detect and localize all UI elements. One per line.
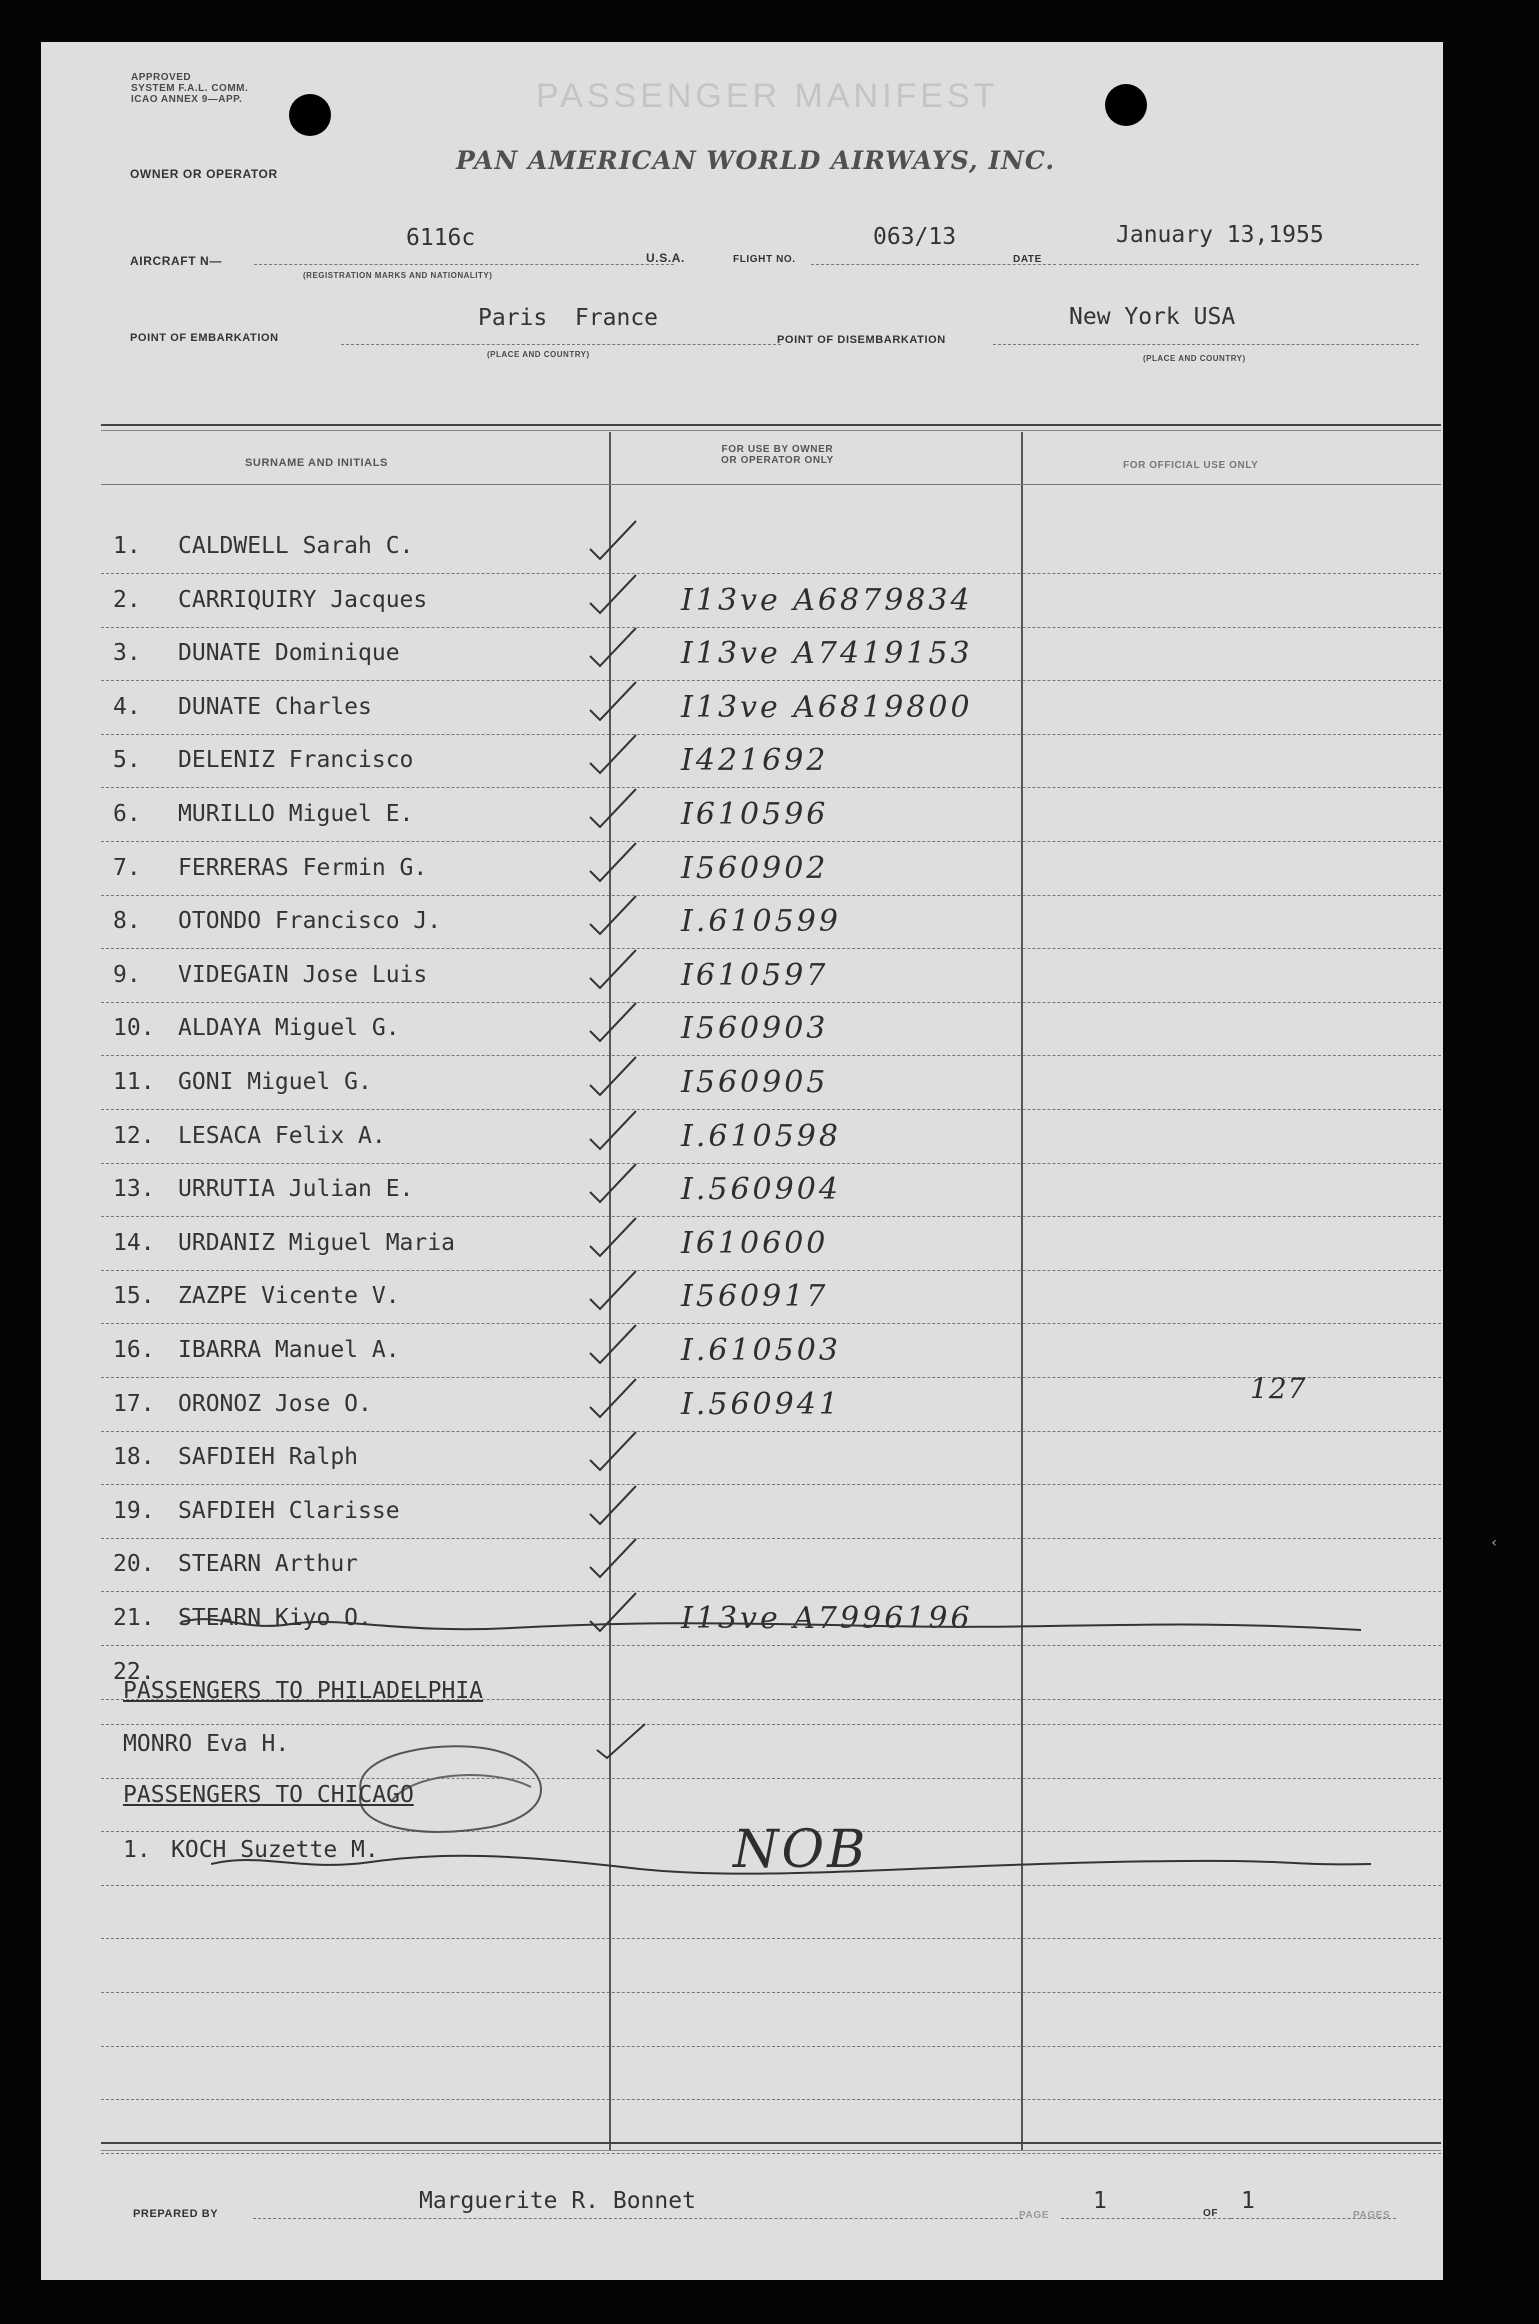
checkmark-icon: [586, 1539, 646, 1579]
passenger-name: FERRERAS Fermin G.: [178, 855, 428, 881]
passport-number: I560903: [681, 1011, 829, 1046]
flight-label: FLIGHT NO.: [733, 254, 796, 265]
manifest-sheet: [41, 42, 1443, 2280]
row-divider: [101, 948, 1441, 949]
void-line-22: [181, 1604, 1371, 1644]
passenger-name: STEARN Arthur: [178, 1551, 359, 1577]
aircraft-label: AIRCRAFT N—: [130, 254, 222, 268]
row-number: 15.: [113, 1283, 155, 1309]
row-divider: [101, 680, 1441, 681]
chicago-heading: PASSENGERS TO CHICAGO: [123, 1782, 414, 1808]
col-owner-line: OR OPERATOR ONLY: [721, 455, 834, 466]
passport-number: I560902: [681, 851, 829, 886]
blank-line: [101, 1778, 1441, 1779]
embarkation-value: Paris France: [478, 305, 659, 331]
form-title: PASSENGER MANIFEST: [536, 77, 999, 115]
edge-mark: ‹: [1490, 1535, 1499, 1551]
checkmark-icon: [586, 628, 646, 668]
row-number: 5.: [113, 747, 141, 773]
passenger-name: URRUTIA Julian E.: [178, 1176, 414, 1202]
page-value: 1: [1093, 2188, 1107, 2214]
passenger-name: OTONDO Francisco J.: [178, 908, 442, 934]
row-number: 11.: [113, 1069, 155, 1095]
passenger-name: CALDWELL Sarah C.: [178, 533, 414, 559]
passenger-name: URDANIZ Miguel Maria: [178, 1230, 455, 1256]
passenger-name: ALDAYA Miguel G.: [178, 1015, 400, 1041]
row-divider: [101, 1377, 1441, 1378]
row-divider: [101, 1645, 1441, 1646]
row-divider: [101, 1270, 1441, 1271]
row-number: 12.: [113, 1123, 155, 1149]
row-divider: [101, 1002, 1441, 1003]
airline-name: PAN AMERICAN WORLD AIRWAYS, INC.: [456, 146, 1056, 175]
passport-number: I13ve A6879834: [681, 583, 973, 618]
row-divider: [101, 734, 1441, 735]
passenger-name: SAFDIEH Ralph: [178, 1444, 359, 1470]
philadelphia-heading: PASSENGERS TO PHILADELPHIA: [123, 1678, 484, 1704]
passport-number: I560917: [681, 1279, 829, 1314]
passenger-name: CARRIQUIRY Jacques: [178, 587, 428, 613]
passenger-name: VIDEGAIN Jose Luis: [178, 962, 428, 988]
checkmark-icon: [586, 735, 646, 775]
pages-label: PAGES: [1353, 2210, 1391, 2221]
passport-number: I610600: [681, 1226, 829, 1261]
row-number: 20.: [113, 1551, 155, 1577]
col-owner-line: FOR USE BY OWNER: [721, 444, 834, 455]
checkmark-icon: [586, 1379, 646, 1419]
checkmark-icon: [586, 1325, 646, 1365]
passport-number: I13ve A7996196: [681, 1601, 973, 1636]
flight-value: 063/13: [873, 224, 957, 250]
checkmark-icon: [586, 575, 646, 615]
passport-number: I610596: [681, 797, 829, 832]
row-number: 9.: [113, 962, 141, 988]
row-number: 17.: [113, 1391, 155, 1417]
passport-number: I610597: [681, 958, 829, 993]
passport-number: I.560941: [681, 1387, 841, 1422]
row-number: 8.: [113, 908, 141, 934]
approval-line: ICAO ANNEX 9—APP.: [131, 94, 243, 105]
owner-label: OWNER OR OPERATOR: [130, 167, 278, 181]
row-number: 1.: [113, 533, 141, 559]
disembarkation-value: New York USA: [1069, 304, 1236, 330]
checkmark-icon: [586, 682, 646, 722]
chicago-note: NOB: [733, 1820, 869, 1880]
passport-number: I.610598: [681, 1119, 841, 1154]
blank-line: [101, 1938, 1441, 1939]
row-divider: [101, 573, 1441, 574]
row-divider: [101, 1163, 1441, 1164]
row-divider: [101, 1323, 1441, 1324]
approval-line: SYSTEM F.A.L. COMM.: [131, 83, 249, 94]
row-divider: [101, 787, 1441, 788]
checkmark-icon: [586, 1486, 646, 1526]
date-value: January 13,1955: [1116, 222, 1324, 248]
row-number: 3.: [113, 640, 141, 666]
row-number: 18.: [113, 1444, 155, 1470]
date-label: DATE: [1013, 254, 1042, 265]
passenger-name: IBARRA Manuel A.: [178, 1337, 400, 1363]
chicago-number: 1.: [123, 1837, 151, 1863]
checkmark-icon: [586, 843, 646, 883]
approval-line: APPROVED: [131, 72, 192, 83]
row-divider: [101, 841, 1441, 842]
row-number: 16.: [113, 1337, 155, 1363]
passport-number: I.610599: [681, 904, 841, 939]
passenger-name: SAFDIEH Clarisse: [178, 1498, 400, 1524]
passport-number: I.560904: [681, 1172, 841, 1207]
passenger-name: MURILLO Miguel E.: [178, 801, 414, 827]
punch-hole-right: [1105, 84, 1147, 126]
row-number: 4.: [113, 694, 141, 720]
col-owner-header: [721, 444, 834, 466]
aircraft-value: 6116c: [406, 225, 476, 251]
blank-line: [101, 2099, 1441, 2100]
row-number: 7.: [113, 855, 141, 881]
passenger-name: DELENIZ Francisco: [178, 747, 414, 773]
blank-line: [101, 2153, 1441, 2154]
passenger-name: DUNATE Charles: [178, 694, 372, 720]
passport-number: I13ve A6819800: [681, 690, 973, 725]
row-number: 13.: [113, 1176, 155, 1202]
page-label: PAGE: [1019, 2210, 1049, 2221]
checkmark-icon: [586, 1432, 646, 1472]
blank-line: [101, 1885, 1441, 1886]
checkmark-icon: [586, 1271, 646, 1311]
row-divider: [101, 1538, 1441, 1539]
passenger-name: DUNATE Dominique: [178, 640, 400, 666]
checkmark-icon: [586, 521, 646, 561]
checkmark-icon: [586, 1164, 646, 1204]
passport-number: I13ve A7419153: [681, 636, 973, 671]
aircraft-caption: (REGISTRATION MARKS AND NATIONALITY): [303, 271, 493, 280]
usa-label: U.S.A.: [646, 251, 685, 265]
checkmark-icon: [586, 1057, 646, 1097]
passenger-name: LESACA Felix A.: [178, 1123, 386, 1149]
official-note: 127: [1250, 1372, 1307, 1405]
row-divider: [101, 1109, 1441, 1110]
passport-number: I.610503: [681, 1333, 841, 1368]
disembark-caption: (PLACE AND COUNTRY): [1143, 354, 1246, 363]
embarkation-label: POINT OF EMBARKATION: [130, 332, 279, 344]
blank-line: [101, 1992, 1441, 1993]
checkmark-icon: [586, 896, 646, 936]
passport-number: I560905: [681, 1065, 829, 1100]
row-divider: [101, 1484, 1441, 1485]
row-number: 2.: [113, 587, 141, 613]
passenger-name: GONI Miguel G.: [178, 1069, 372, 1095]
checkmark-icon: [586, 950, 646, 990]
row-divider: [101, 627, 1441, 628]
passenger-name: ORONOZ Jose O.: [178, 1391, 372, 1417]
passport-number: I421692: [681, 743, 829, 778]
checkmark-icon: [586, 1218, 646, 1258]
approval-stamp: [131, 72, 248, 105]
checkmark-icon: [586, 789, 646, 829]
of-label: OF: [1203, 2208, 1219, 2219]
blank-line: [101, 2046, 1441, 2047]
row-number: 10.: [113, 1015, 155, 1041]
prepared-by-value: Marguerite R. Bonnet: [419, 2188, 696, 2214]
passenger-name: ZAZPE Vicente V.: [178, 1283, 400, 1309]
embark-caption: (PLACE AND COUNTRY): [487, 350, 590, 359]
row-number: 19.: [113, 1498, 155, 1524]
blank-line: [101, 1724, 1441, 1725]
passenger-name: STEARN Kiyo O.: [178, 1605, 372, 1631]
row-divider: [101, 1431, 1441, 1432]
col-surname-header: SURNAME AND INITIALS: [245, 457, 388, 469]
row-number: 6.: [113, 801, 141, 827]
chicago-passenger: KOCH Suzette M.: [171, 1837, 379, 1863]
row-divider: [101, 1216, 1441, 1217]
checkmark-icon: [593, 1722, 653, 1762]
of-value: 1: [1241, 2188, 1255, 2214]
row-number: 14.: [113, 1230, 155, 1256]
col-official-header: FOR OFFICIAL USE ONLY: [1123, 460, 1259, 471]
row-divider: [101, 1591, 1441, 1592]
row-number: 21.: [113, 1605, 155, 1631]
checkmark-icon: [586, 1003, 646, 1043]
row-divider: [101, 1055, 1441, 1056]
checkmark-icon: [586, 1111, 646, 1151]
row-divider: [101, 895, 1441, 896]
row-number: 22.: [113, 1659, 155, 1685]
prepared-label: PREPARED BY: [133, 2208, 219, 2220]
punch-hole-left: [289, 94, 331, 136]
philadelphia-passenger: MONRO Eva H.: [123, 1731, 290, 1757]
disembarkation-label: POINT OF DISEMBARKATION: [777, 334, 946, 346]
